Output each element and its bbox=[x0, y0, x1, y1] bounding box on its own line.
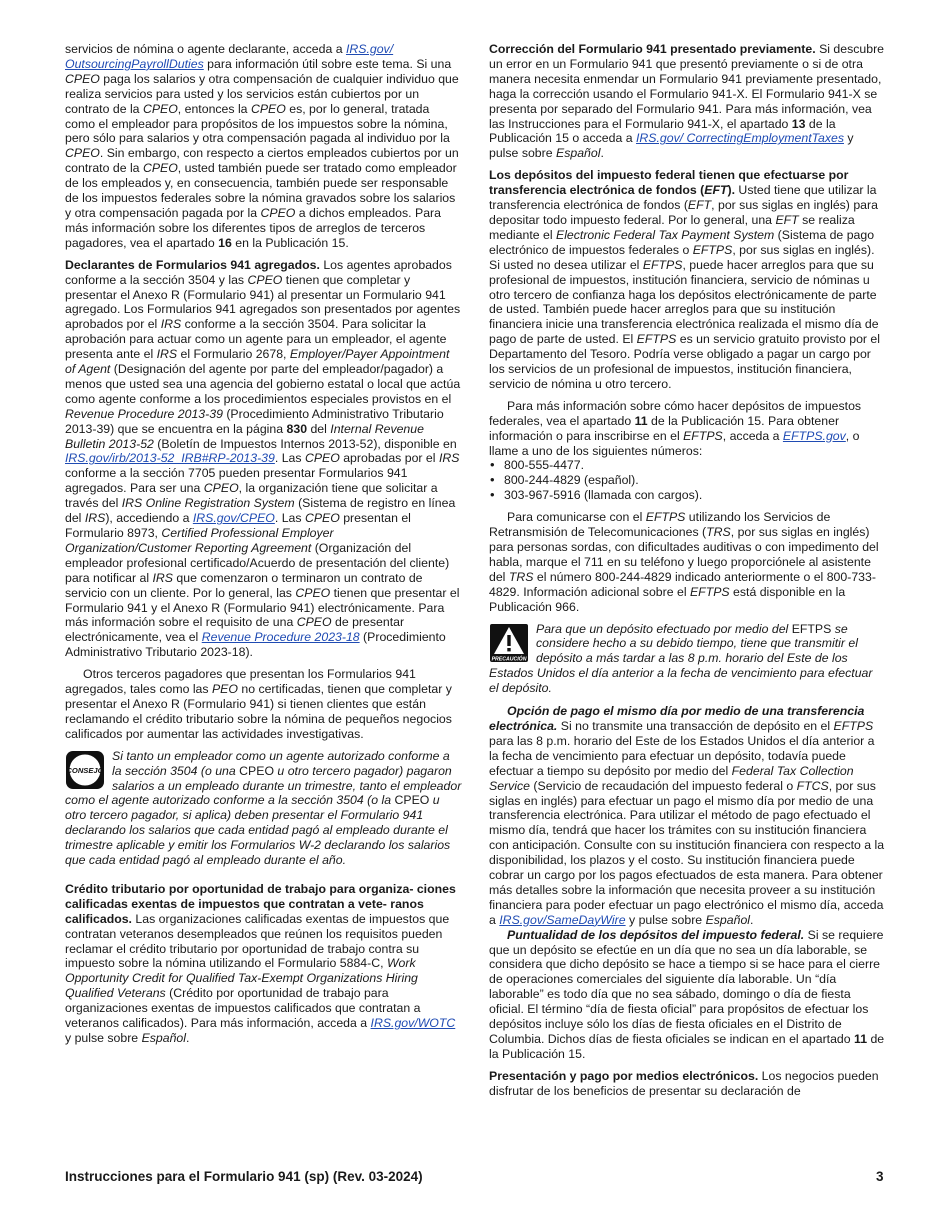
caution-note: PRECAUCIÓN Para que un depósito efectuado por medio del EFTPS se considere hecho a su debido tiempo, tiene que transmitir el depósito a más tardar a las 8 p.m. horario del Este de los Estados Unidos el día anterior a la fecha de vencimiento para efectuar el depósito. bbox=[489, 621, 873, 696]
tip-note: CONSEJO Si tanto un empleador como un agente autorizado conforme a la sección 3504 (o una CPEO u otro tercero pagador) pagaron salarios a un empleado durante un trimestre, tanto el empleador como el agente autorizado conforme a la sección 3504 (o la CPEO u otro tercero pagador, si aplica) deben presentar el Formulario 941 declarando los salarios que cada entidad pagó al empleado durante el trimestre aplicable y emitir los Formularios W-2 declarando los salarios que cada entidad pagó al empleado durante el año. bbox=[65, 748, 462, 868]
phone-list bbox=[489, 458, 885, 503]
aggregate-filers-heading: Declarantes de Formularios 941 agregados. bbox=[65, 257, 320, 272]
wotc-heading: Crédito tributario por oportunidad de trabajo para organiza- ciones calificadas exentas de impuestos que contratan a vete- ranos calificados. bbox=[65, 881, 456, 926]
page-number: 3 bbox=[876, 1169, 884, 1184]
precaucion-caution-icon bbox=[489, 623, 529, 663]
correction-paragraph: Corrección del Formulario 941 presentado previamente. Si descubre un error en un Formulario 941 que presentó previamente o si de otra manera necesita enmendar un Formulario 941 previamente presentado, haga la corrección usando el Formulario 941-X. El Formulario 941-X se presenta por separado del Formulario 941. Para más información, vea las Instrucciones para el Formulario 941-X, el apartado 13 de la Publicación 15 o acceda a IRS.gov/ CorrectingEmploymentTaxes y pulse sobre Español. bbox=[489, 42, 885, 161]
electronic-filing-heading: Presentación y pago por medios electrónicos. bbox=[489, 1068, 759, 1083]
aggregate-filers-paragraph: Declarantes de Formularios 941 agregados. Los agentes aprobados conforme a la sección 3504 y las CPEO tienen que completar y presentar el Anexo R (Formulario 941) al presentar un Formulario 941 agregado. Los Formularios 941 agregados son presentados por agentes aprobados por el IRS conforme a la sección 3504. Para solicitar la aprobación para actuar como un agente para un empleador, el agente presenta ante el IRS el Formulario 2678, Employer/Payer Appointment of Agent (Designación del agente por parte del empleador/pagador) a menos que usted sea una agencia del gobierno estatal o local que actúa como agente conforme a los procedimientos especiales provistos en el Revenue Procedure 2013-39 (Procedimiento Administrativo Tributario 2013-39) que se encuentra en la página 830 del Internal Revenue Bulletin 2013-52 (Boletín de Impuestos Internos 2013-52), disponible en IRS.gov/irb/2013-52_IRB#RP-2013-39. Las CPEO aprobadas por el IRS conforme a la sección 7705 pueden presentar Formularios 941 agregados. Para ser una CPEO, la organización tiene que solicitar a través del IRS Online Registration System (Sistema de registro en línea del IRS), accediendo a IRS.gov/CPEO. Las CPEO presentan el Formulario 8973, Certified Professional Employer Organization/Customer Reporting Agreement (Organización del empleador profesional certificado/Acuerdo de presentación del cliente) para notificar al IRS que comenzaron o terminaron un contrato de servicio con un cliente. Por lo general, las CPEO tienen que presentar el Formulario 941 y el Anexo R (Formulario 941) electrónicamente. Para más información sobre el requisito de una CPEO de presentar electrónicamente, vea el Revenue Procedure 2023-18 (Procedimiento Administrativo Tributario 2023-18). bbox=[65, 257, 461, 660]
same-day-paragraph: Opción de pago el mismo día por medio de una transferencia electrónica. Si no transmite una transacción de depósito en el EFTPS para las 8 p.m. horario del Este de los Estados Unidos el día anterior a la fecha de vencimiento para efectuar un depósito, todavía puede efectuar a tiempo su depósito por medio del Federal Tax Collection Service (Servicio de recaudación del impuesto federal o FTCS, por sus siglas en inglés) para efectuar un pago el mismo día por medio de una transferencia electrónica. Para utilizar el método de pago efectuado el mismo día, tendrá que hacer los trámites con su institución financiera con anticipación. Consulte con su institución financiera con respecto a la disponibilidad, los plazos y el costo. Su institución financiera puede cobrar un cargo por los pagos efectuados de esta manera. Para obtener más detalles sobre la información que necesita proveer a su institución financiera para poder efectuar un pago electrónico el mismo día, acceda a IRS.gov/SameDayWire y pulse sobre Español. bbox=[489, 704, 885, 927]
cpeo-paragraph: servicios de nómina o agente declarante, acceda a IRS.gov/ OutsourcingPayrollDuties para información útil sobre este tema. Si una CPEO paga los salarios y otra compensación de cualquier individuo que realiza servicios para usted y los servicios están cubiertos por un contrato de la CPEO, entonces la CPEO es, por lo general, tratada como el empleador para propósitos de los impuestos sobre la nómina, pero sólo para salarios y otra compensación pagada al individuo por la CPEO. Sin embargo, con respecto a ciertos empleados cubiertos por un contrato de la CPEO, usted también puede ser tratado como empleador de los empleados y, en consecuencia, también puede ser responsable de los impuestos federales sobre la nómina gravados sobre los salarios y otra compensación pagada por la CPEO a dichos empleados. Para más información sobre los diferentes tipos de arreglos de terceros pagadores, vea el apartado 16 en la Publicación 15. bbox=[65, 42, 459, 250]
footer-title: Instrucciones para el Formulario 941 (sp) (Rev. 03-2024) bbox=[65, 1169, 423, 1184]
irs-wotc-link[interactable]: IRS.gov/WOTC bbox=[370, 1016, 456, 1031]
left-column bbox=[65, 42, 462, 1053]
list-item: • 800-244-4829 (español). bbox=[489, 473, 885, 488]
consejo-tip-icon bbox=[65, 750, 105, 790]
right-column bbox=[489, 42, 885, 1106]
eft-paragraph: Los depósitos del impuesto federal tienen que efectuarse por transferencia electrónica de fondos (EFT). Usted tiene que utilizar la transferencia electrónica de fondos (EFT, por sus siglas en inglés) para depositar todo impuesto federal. Por lo general, una EFT se realiza mediante el Electronic Federal Tax Payment System (Sistema de pago electrónico de impuestos federales o EFTPS, por sus siglas en inglés). Si usted no desea utilizar el EFTPS, puede hacer arreglos para que su profesional de impuestos, institución financiera, servicio de nóminas u otro tercero de confianza haga los depósitos electrónicamente de parte de usted. También puede hacer arreglos para que su institución financiera inicie una transferencia electrónica realizada el mismo día de pago de parte de usted. El EFTPS es un servicio gratuito provisto por el Departamento del Tesoro. Podría verse obligado a pagar un cargo por los servicios de un profesional de impuestos, institución financiera, servicio de nómina u otro tercero. bbox=[489, 168, 880, 391]
list-item: • 303-967-5916 (llamada con cargos). bbox=[489, 488, 885, 503]
irs-cpeo-link[interactable]: IRS.gov/CPEO bbox=[192, 511, 275, 526]
trs-paragraph: Para comunicarse con el EFTPS utilizando los Servicios de Retransmisión de Telecomunicaciones (TRS, por sus siglas en inglés) para personas sordas, con dificultades auditivas o con impedimento del habla, marque el 711 en su teléfono y luego proporciónele al asistente del TRS el número 800-244-4829 indicado anteriormente o el 800-733-4829. Información adicional sobre el EFTPS está disponible en la Publicación 966. bbox=[489, 510, 879, 614]
revenue-procedure-2023-18-link[interactable]: Revenue Procedure 2023-18 bbox=[201, 630, 360, 645]
timeliness-heading: Puntualidad de los depósitos del impuesto federal. bbox=[507, 927, 805, 942]
eft-heading: Los depósitos del impuesto federal tienen que efectuarse por transferencia electrónica de fondos (EFT). bbox=[489, 168, 849, 198]
wotc-paragraph: Crédito tributario por oportunidad de trabajo para organiza- ciones calificadas exentas de impuestos que contratan a vete- ranos calificados. Las organizaciones calificadas exentas de impuestos que contratan veteranos desempleados que reúnen los requisitos pueden reclamar el crédito tributario por oportunidad de trabajo contra su impuesto sobre la nómina utilizando el Formulario 5884-C, Work Opportunity Credit for Qualified Tax-Exempt Organizations Hiring Qualified Veterans (Crédito por oportunidad de trabajo para organizaciones exentas de impuestos calificados que contratan a veteranos calificados). Para más información, acceda a IRS.gov/WOTC y pulse sobre Español. bbox=[65, 881, 456, 1045]
tip-label: CONSEJO bbox=[66, 765, 104, 775]
same-day-heading: Opción de pago el mismo día por medio de una transferencia electrónica. bbox=[489, 704, 865, 733]
other-third-party-paragraph: Otros terceros pagadores que presentan los Formularios 941 agregados, tales como las PEO no certificadas, tienen que completar y presentar el Anexo R (Formulario 941) si tienen clientes que están reclamando el crédito tributario sobre la nómina de pequeños negocios calificados por aumentar las actividades investigativas. bbox=[65, 667, 452, 741]
list-item: • 800-555-4477. bbox=[489, 458, 885, 473]
electronic-filing-paragraph: Presentación y pago por medios electrónicos. Los negocios pueden disfrutar de los beneficios de presentar su declaración de bbox=[489, 1068, 879, 1098]
caution-label: PRECAUCIÓN bbox=[491, 656, 527, 663]
correction-heading: Corrección del Formulario 941 presentado previamente. bbox=[489, 42, 816, 56]
eftps-info-paragraph: Para más información sobre cómo hacer depósitos de impuestos federales, vea el apartado 11 de la Publicación 15. Para obtener información o para inscribirse en el EFTPS, acceda a EFTPS.gov, o llame a uno de los siguientes números: bbox=[489, 398, 862, 458]
same-day-wire-link[interactable]: IRS.gov/SameDayWire bbox=[499, 912, 626, 927]
irb-2013-52-link[interactable]: IRS.gov/irb/2013-52_IRB#RP-2013-39 bbox=[65, 451, 275, 466]
correcting-employment-taxes-link[interactable]: IRS.gov/ CorrectingEmploymentTaxes bbox=[635, 131, 844, 146]
eftps-gov-link[interactable]: EFTPS.gov bbox=[782, 428, 846, 443]
timeliness-paragraph: Puntualidad de los depósitos del impuesto federal. Si se requiere que un depósito se efectúe en un día que no sea un día laborable, se considera que dicho depósito se hace a tiempo si se hace para el cierre de operaciones comerciales del siguiente día laborable. Un “día laborable” es todo día que no sea sábado, domingo o día de fiesta oficial. El término “día de fiesta oficial” para propósitos de efectuar los depósitos incluye sólo los días de fiesta oficiales en el Distrito de Columbia. Dichos días de fiesta oficiales se indican en el apartado 11 de la Publicación 15. bbox=[489, 927, 885, 1061]
outsourcing-payroll-duties-link[interactable]: IRS.gov/ OutsourcingPayrollDuties bbox=[65, 42, 394, 71]
